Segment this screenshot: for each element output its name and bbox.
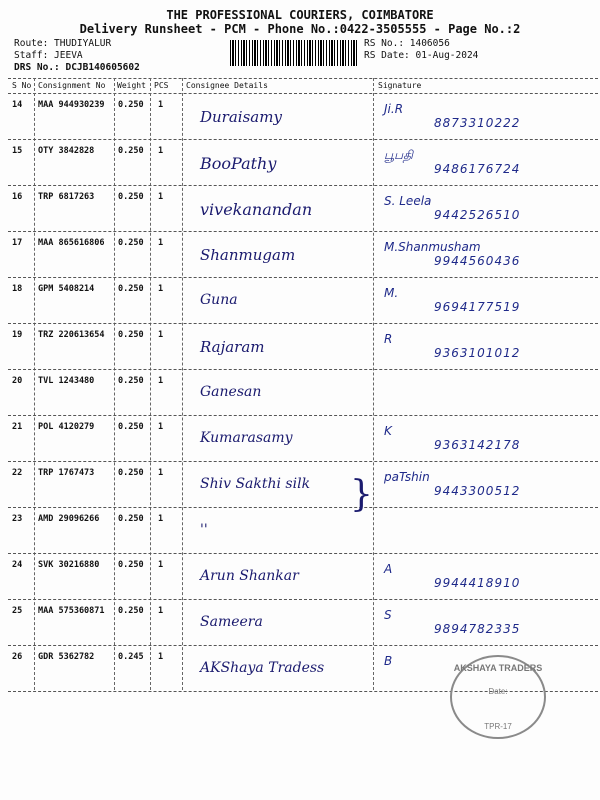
row-pcs: 1 — [158, 468, 164, 478]
row-pcs: 1 — [158, 192, 164, 202]
row-consignee-name: Sameera — [200, 614, 263, 630]
row-signature: S — [384, 608, 392, 622]
row-signature: K — [384, 424, 392, 438]
row-weight: 0.250 — [118, 238, 144, 248]
row-consignee-name: Shiv Sakthi silk — [200, 476, 311, 492]
col-signature: Signature — [378, 81, 422, 90]
row-pcs: 1 — [158, 652, 164, 662]
row-consignee-name: AKShaya Tradess — [200, 660, 325, 676]
row-phone: 9486176724 — [434, 162, 521, 176]
row-weight: 0.250 — [118, 376, 144, 386]
row-rule — [8, 231, 598, 232]
row-sno: 17 — [12, 238, 23, 248]
row-consignment-no: TRZ 220613654 — [38, 330, 105, 340]
row-signature: B — [384, 654, 393, 668]
row-sno: 26 — [12, 652, 23, 662]
row-phone: 8873310222 — [434, 116, 521, 130]
row-rule — [8, 369, 598, 370]
row-weight: 0.250 — [118, 606, 144, 616]
row-sno: 25 — [12, 606, 23, 616]
row-rule — [8, 461, 598, 462]
rs-number: RS No.: 1406056 — [364, 38, 450, 49]
handwritten-bracket: } — [350, 474, 373, 515]
row-consignment-no: AMD 29096266 — [38, 514, 100, 524]
col-sno: S No — [12, 81, 32, 90]
company-title: THE PROFESSIONAL COURIERS, COIMBATORE — [166, 8, 434, 22]
row-phone: 9694177519 — [434, 300, 521, 314]
row-consignee-name: Duraisamy — [200, 108, 282, 126]
row-weight: 0.250 — [118, 146, 144, 156]
row-weight: 0.250 — [118, 330, 144, 340]
stamp-name: AKSHAYA TRADERS — [453, 663, 543, 673]
runsheet-subtitle: Delivery Runsheet - PCM - Phone No.:0422-3505555 - Page No.:2 — [79, 22, 521, 36]
row-pcs: 1 — [158, 422, 164, 432]
row-pcs: 1 — [158, 238, 164, 248]
row-phone: 9944418910 — [434, 576, 521, 590]
row-consignment-no: POL 4120279 — [38, 422, 95, 432]
row-phone: 9894782335 — [434, 622, 521, 636]
row-weight: 0.250 — [118, 468, 144, 478]
row-consignment-no: SVK 30216880 — [38, 560, 100, 570]
row-sno: 19 — [12, 330, 23, 340]
row-rule — [8, 507, 598, 508]
row-phone: 9363142178 — [434, 438, 521, 452]
row-pcs: 1 — [158, 284, 164, 294]
row-sno: 14 — [12, 100, 23, 110]
row-rule — [8, 185, 598, 186]
row-phone: 9442526510 — [434, 208, 521, 222]
col-weight: Weight — [117, 81, 146, 90]
row-consignee-name: Shanmugam — [200, 246, 296, 264]
row-consignee-name: Rajaram — [200, 338, 265, 356]
row-consignee-name: Arun Shankar — [200, 568, 299, 584]
row-consignee-name: Kumarasamy — [200, 430, 293, 446]
row-consignment-no: TVL 1243480 — [38, 376, 95, 386]
row-signature: Ji.R — [384, 102, 404, 116]
col-consignment: Consignment No — [38, 81, 106, 90]
row-sno: 20 — [12, 376, 23, 386]
drs-number: DRS No.: DCJB140605602 — [14, 62, 140, 73]
row-consignment-no: GPM 5408214 — [38, 284, 95, 294]
row-signature: பூபதி — [384, 148, 413, 162]
row-phone: 9363101012 — [434, 346, 521, 360]
row-weight: 0.250 — [118, 284, 144, 294]
row-sno: 18 — [12, 284, 23, 294]
staff-label: Staff: JEEVA — [14, 50, 83, 61]
row-rule — [8, 415, 598, 416]
row-pcs: 1 — [158, 146, 164, 156]
row-consignment-no: MAA 865616806 — [38, 238, 105, 248]
row-phone: 9944560436 — [434, 254, 521, 268]
row-signature: R — [384, 332, 393, 346]
row-rule — [8, 645, 598, 646]
row-consignment-no: TRP 6817263 — [38, 192, 95, 202]
col-pcs: PCS — [154, 81, 169, 90]
row-weight: 0.250 — [118, 514, 144, 524]
row-rule — [8, 139, 598, 140]
row-signature: S. Leela — [384, 194, 432, 208]
header-rule-top — [8, 78, 598, 79]
row-weight: 0.250 — [118, 100, 144, 110]
row-consignee-name: Ganesan — [200, 384, 262, 400]
stamp-code: TPR-17 — [484, 722, 512, 731]
row-rule — [8, 599, 598, 600]
row-consignee-name: Guna — [200, 292, 238, 308]
row-pcs: 1 — [158, 560, 164, 570]
row-pcs: 1 — [158, 100, 164, 110]
header-rule-bottom — [8, 93, 598, 94]
stamp-date-label: Date: — [488, 687, 508, 696]
row-pcs: 1 — [158, 514, 164, 524]
row-consignment-no: MAA 944930239 — [38, 100, 105, 110]
row-rule — [8, 277, 598, 278]
row-pcs: 1 — [158, 330, 164, 340]
row-pcs: 1 — [158, 376, 164, 386]
row-phone: 9443300512 — [434, 484, 521, 498]
row-signature: A — [384, 562, 393, 576]
row-consignment-no: OTY 3842828 — [38, 146, 95, 156]
row-weight: 0.250 — [118, 192, 144, 202]
barcode — [230, 40, 358, 66]
row-consignee-name: vivekanandan — [200, 200, 313, 219]
row-sno: 24 — [12, 560, 23, 570]
row-signature: paTshin — [384, 470, 430, 484]
row-pcs: 1 — [158, 606, 164, 616]
row-signature: M.Shanmusham — [384, 240, 481, 254]
col-consignee: Consignee Details — [186, 81, 268, 90]
row-sno: 23 — [12, 514, 23, 524]
row-sno: 21 — [12, 422, 23, 432]
company-stamp — [450, 655, 546, 739]
row-rule — [8, 323, 598, 324]
row-consignment-no: MAA 575360871 — [38, 606, 105, 616]
row-consignee-name: '' — [200, 522, 208, 538]
row-weight: 0.245 — [118, 652, 144, 662]
row-consignment-no: TRP 1767473 — [38, 468, 95, 478]
row-signature: M. — [384, 286, 399, 300]
row-rule — [8, 553, 598, 554]
row-sno: 16 — [12, 192, 23, 202]
rs-date: RS Date: 01-Aug-2024 — [364, 50, 479, 61]
row-consignee-name: BooPathy — [200, 154, 277, 173]
row-sno: 15 — [12, 146, 23, 156]
row-sno: 22 — [12, 468, 23, 478]
route-label: Route: THUDIYALUR — [14, 38, 112, 49]
row-weight: 0.250 — [118, 560, 144, 570]
row-weight: 0.250 — [118, 422, 144, 432]
row-consignment-no: GDR 5362782 — [38, 652, 95, 662]
